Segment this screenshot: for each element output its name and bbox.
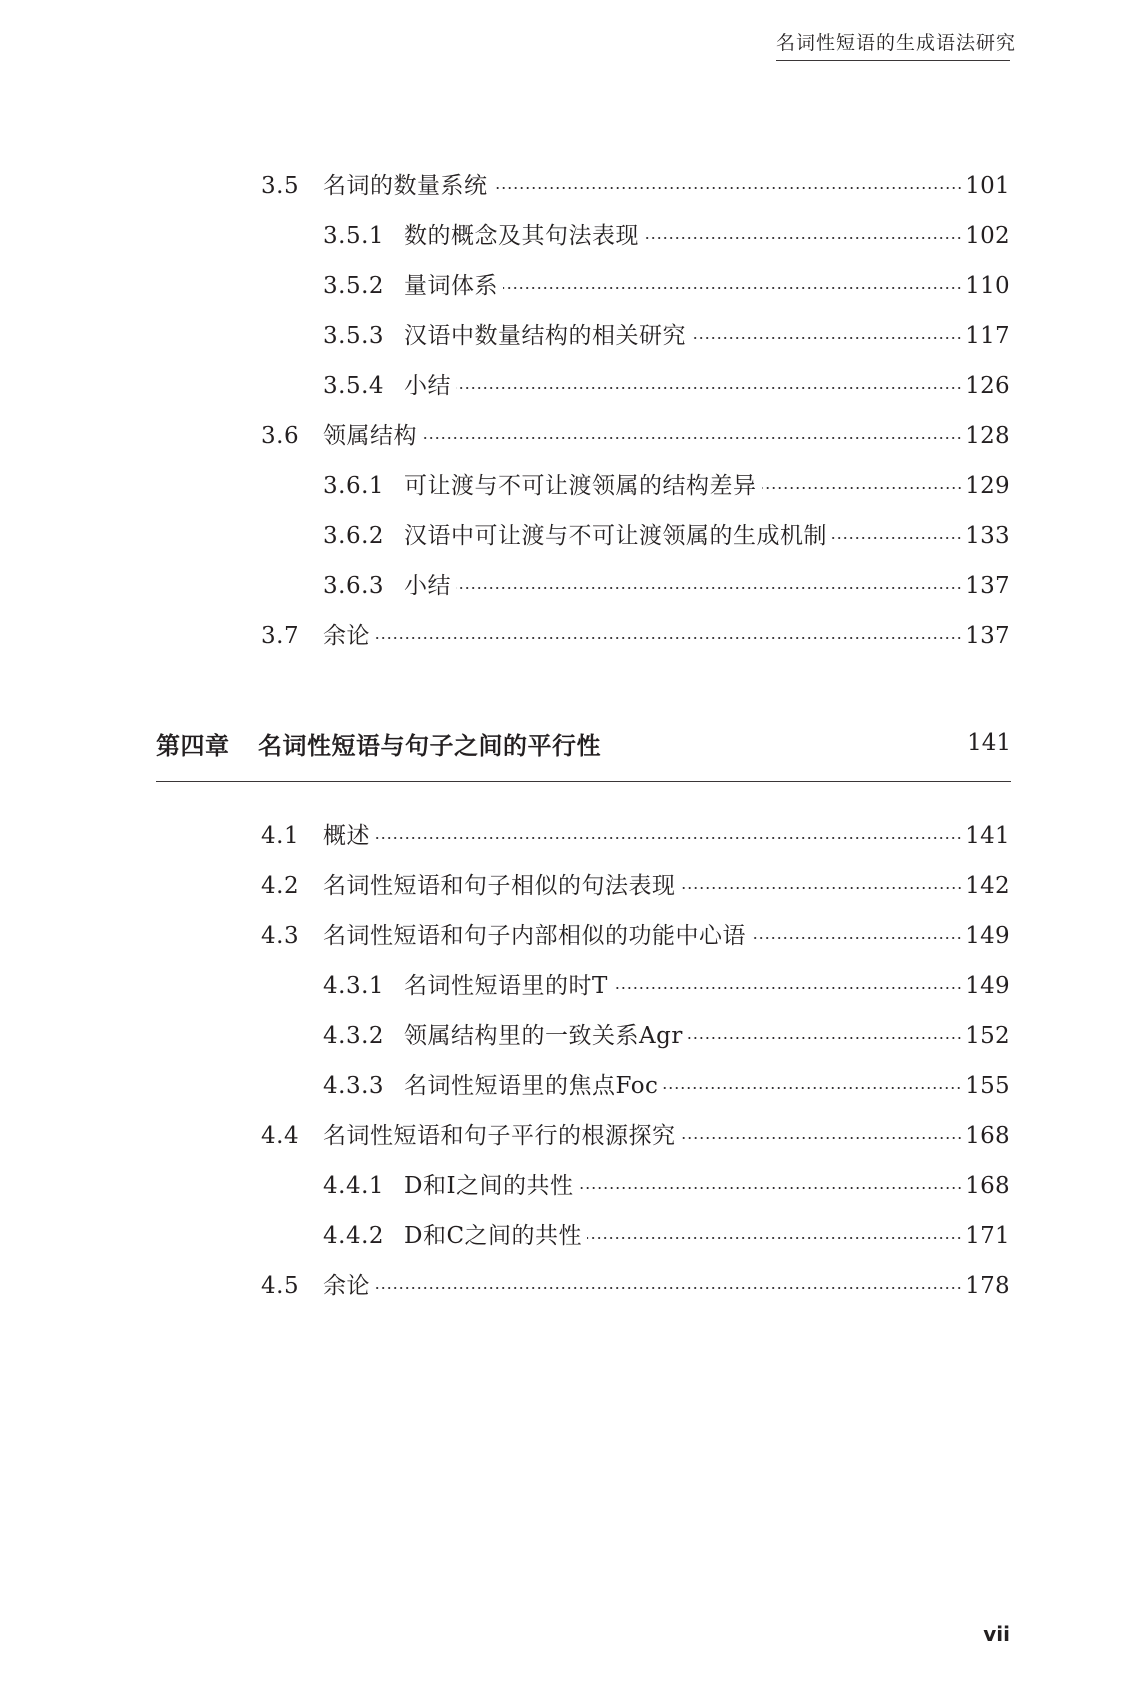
- toc-entry[interactable]: [0, 469, 1010, 503]
- dot-leader: [762, 487, 963, 489]
- toc-entry-number: 3.5: [261, 173, 300, 199]
- toc-entry-title: 小结: [404, 573, 451, 599]
- toc-entry-number: 3.5.4: [323, 373, 385, 399]
- toc-entry[interactable]: [0, 369, 1010, 403]
- toc-entry-title: D和I之间的共性: [404, 1173, 574, 1199]
- toc-entry-number: 4.3.2: [323, 1023, 385, 1049]
- dot-leader: [456, 387, 962, 389]
- toc-entry-title: 小结: [404, 373, 451, 399]
- dot-leader: [375, 1287, 962, 1289]
- page-number: vii: [983, 1622, 1010, 1646]
- toc-entry-page: 126: [965, 373, 1010, 399]
- toc-entry-title: 余论: [323, 623, 370, 649]
- toc-entry-title: 余论: [323, 1273, 370, 1299]
- dot-leader: [375, 837, 962, 839]
- toc-entry-title: 名词性短语和句子相似的句法表现: [323, 873, 676, 899]
- toc-entry[interactable]: [0, 1019, 1010, 1053]
- dot-leader: [751, 937, 962, 939]
- toc-entry-page: 149: [965, 923, 1010, 949]
- toc-entry-title: 领属结构: [323, 423, 417, 449]
- toc-entry-title: 名词性短语和句子内部相似的功能中心语: [323, 923, 746, 949]
- header-rule: [776, 60, 1010, 61]
- toc-entry-page: 152: [965, 1023, 1010, 1049]
- toc-entry-title: 汉语中可让渡与不可让渡领属的生成机制: [404, 523, 827, 549]
- toc-entry-page: 101: [965, 173, 1010, 199]
- dot-leader: [681, 887, 963, 889]
- dot-leader: [663, 1087, 962, 1089]
- toc-entry-title: 概述: [323, 823, 370, 849]
- toc-entry[interactable]: [0, 1169, 1010, 1203]
- toc-entry[interactable]: [0, 319, 1010, 353]
- dot-leader: [688, 1037, 962, 1039]
- toc-entry-title: 汉语中数量结构的相关研究: [404, 323, 686, 349]
- toc-entry-page: 110: [965, 273, 1010, 299]
- dot-leader: [613, 987, 962, 989]
- dot-leader: [691, 337, 962, 339]
- toc-entry[interactable]: [0, 519, 1010, 553]
- toc-entry[interactable]: [0, 619, 1010, 653]
- toc-entry-title: 名词性短语里的时T: [404, 973, 608, 999]
- toc-entry-number: 4.4.2: [323, 1223, 385, 1249]
- toc-entry-number: 3.6.2: [323, 523, 385, 549]
- toc-entry[interactable]: [0, 919, 1010, 953]
- toc-entry-page: 137: [965, 573, 1010, 599]
- dot-leader: [644, 237, 962, 239]
- toc-entry[interactable]: [0, 969, 1010, 1003]
- toc-entry-number: 4.1: [261, 823, 300, 849]
- toc-entry[interactable]: [0, 419, 1010, 453]
- toc-entry[interactable]: [0, 1069, 1010, 1103]
- toc-entry-page: 171: [965, 1223, 1010, 1249]
- toc-entry-number: 3.6.3: [323, 573, 385, 599]
- dot-leader: [587, 1237, 962, 1239]
- toc-entry[interactable]: [0, 569, 1010, 603]
- toc-entry-page: 168: [965, 1123, 1010, 1149]
- chapter-number: 第四章: [156, 731, 230, 760]
- toc-entry-number: 3.7: [261, 623, 300, 649]
- toc-entry-number: 3.6.1: [323, 473, 385, 499]
- toc-entry[interactable]: [0, 819, 1010, 853]
- toc-entry-number: 4.3.1: [323, 973, 385, 999]
- dot-leader: [681, 1137, 963, 1139]
- toc-entry-page: 133: [965, 523, 1010, 549]
- toc-entry-title: 量词体系: [404, 273, 498, 299]
- toc-entry[interactable]: [0, 169, 1010, 203]
- toc-entry-title: 可让渡与不可让渡领属的结构差异: [404, 473, 757, 499]
- toc-entry-page: 178: [965, 1273, 1010, 1299]
- dot-leader: [579, 1187, 963, 1189]
- toc-entry[interactable]: [0, 1219, 1010, 1253]
- toc-entry-page: 102: [965, 223, 1010, 249]
- dot-leader: [493, 187, 963, 189]
- toc-entry-page: 137: [965, 623, 1010, 649]
- chapter-rule: [156, 781, 1011, 782]
- toc-entry-number: 3.6: [261, 423, 300, 449]
- toc-entry-number: 4.4.1: [323, 1173, 385, 1199]
- toc-entry-page: 149: [965, 973, 1010, 999]
- toc-entry-number: 4.2: [261, 873, 300, 899]
- toc-entry-page: 141: [965, 823, 1010, 849]
- toc-entry-number: 3.5.3: [323, 323, 385, 349]
- toc-entry[interactable]: [0, 219, 1010, 253]
- toc-entry-number: 4.4: [261, 1123, 300, 1149]
- toc-entry[interactable]: [0, 869, 1010, 903]
- chapter-heading[interactable]: [156, 725, 1011, 761]
- toc-entry[interactable]: [0, 1269, 1010, 1303]
- chapter-page: 141: [967, 730, 1011, 756]
- dot-leader: [832, 537, 962, 539]
- running-header: 名词性短语的生成语法研究: [776, 32, 1017, 54]
- toc-entry-number: 4.3: [261, 923, 300, 949]
- toc-entry-title: 领属结构里的一致关系Agr: [404, 1023, 683, 1049]
- toc-entry-page: 128: [965, 423, 1010, 449]
- toc-entry-number: 4.3.3: [323, 1073, 385, 1099]
- toc-entry-title: 数的概念及其句法表现: [404, 223, 639, 249]
- toc-entry-page: 129: [965, 473, 1010, 499]
- toc-entry-page: 155: [965, 1073, 1010, 1099]
- toc-entry[interactable]: [0, 1119, 1010, 1153]
- dot-leader: [456, 587, 962, 589]
- toc-entry-page: 142: [965, 873, 1010, 899]
- chapter-title: 名词性短语与句子之间的平行性: [258, 731, 601, 760]
- toc-entry-number: 3.5.2: [323, 273, 385, 299]
- toc-entry-title: 名词的数量系统: [323, 173, 488, 199]
- toc-entry-page: 117: [965, 323, 1010, 349]
- toc-entry-title: 名词性短语和句子平行的根源探究: [323, 1123, 676, 1149]
- toc-entry-title: 名词性短语里的焦点Foc: [404, 1073, 659, 1099]
- dot-leader: [422, 437, 962, 439]
- toc-entry-number: 3.5.1: [323, 223, 385, 249]
- toc-entry-title: D和C之间的共性: [404, 1223, 583, 1249]
- dot-leader: [375, 637, 962, 639]
- dot-leader: [503, 287, 962, 289]
- toc-entry-number: 4.5: [261, 1273, 300, 1299]
- toc-entry-page: 168: [965, 1173, 1010, 1199]
- toc-entry[interactable]: [0, 269, 1010, 303]
